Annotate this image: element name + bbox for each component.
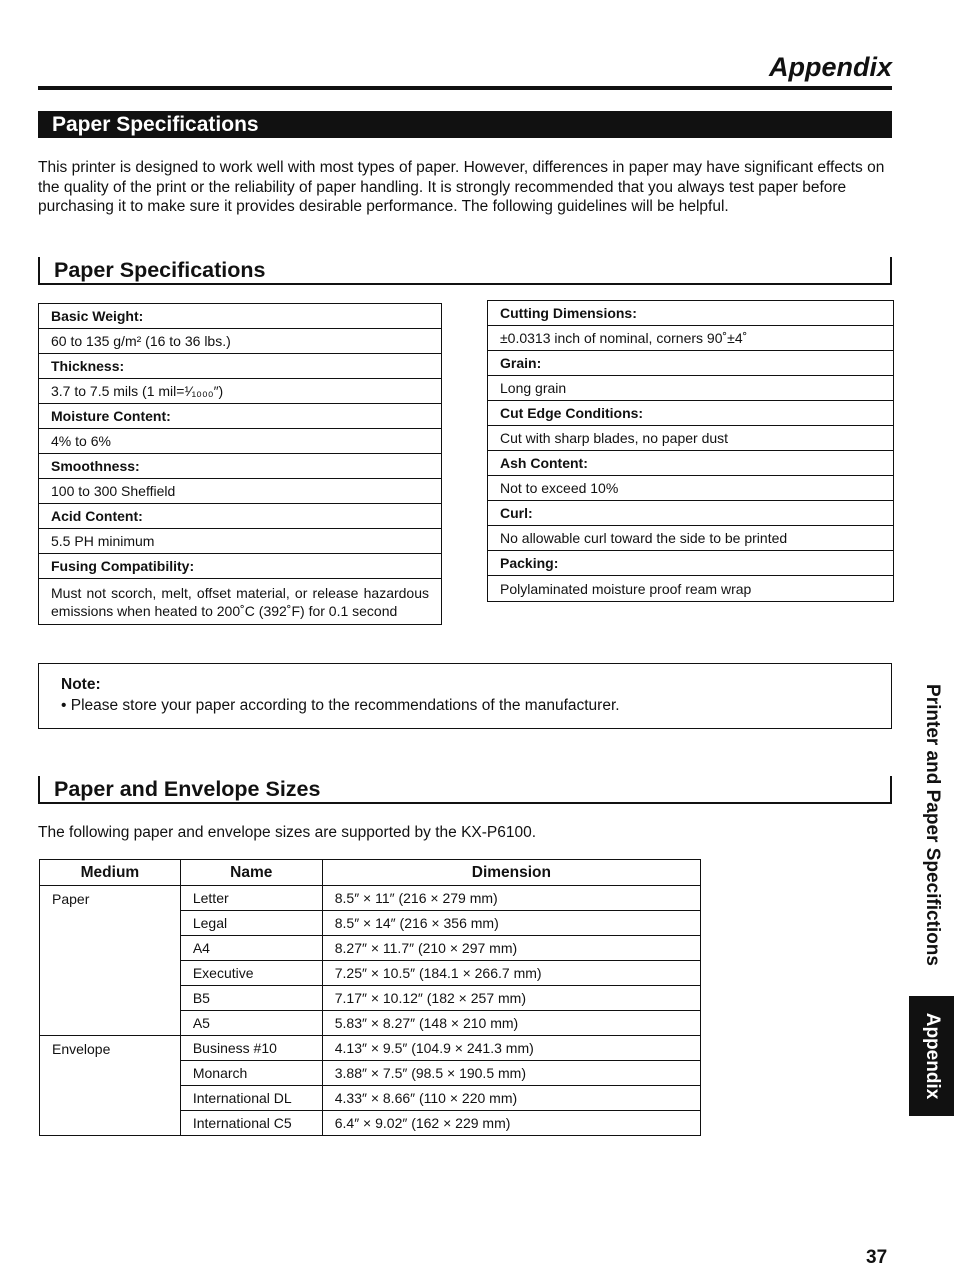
name-cell: Executive bbox=[180, 961, 322, 986]
spec-label: Fusing Compatibility: bbox=[39, 554, 441, 579]
spec-value: 3.7 to 7.5 mils (1 mil=¹⁄₁₀₀₀″) bbox=[39, 379, 441, 404]
dimension-cell: 4.33″ × 8.66″ (110 × 220 mm) bbox=[322, 1086, 700, 1111]
spec-label: Moisture Content: bbox=[39, 404, 441, 429]
spec-value: Not to exceed 10% bbox=[488, 476, 893, 501]
name-cell: B5 bbox=[180, 986, 322, 1011]
spec-value: ±0.0313 inch of nominal, corners 90˚±4˚ bbox=[488, 326, 893, 351]
spec-value: 4% to 6% bbox=[39, 429, 441, 454]
section-banner: Paper Specifications bbox=[38, 111, 892, 138]
spec-value: Must not scorch, melt, offset material, or release hazardous emissions when heated to 200˚C (392˚F) for 0.1 second bbox=[51, 585, 429, 619]
note-item: • Please store your paper according to the recommendations of the manufacturer. bbox=[61, 697, 620, 714]
spec-label: Cutting Dimensions: bbox=[488, 301, 893, 326]
dimension-cell: 7.17″ × 10.12″ (182 × 257 mm) bbox=[322, 986, 700, 1011]
spec-label: Packing: bbox=[488, 551, 893, 576]
name-cell: Legal bbox=[180, 911, 322, 936]
spec-label: Smoothness: bbox=[39, 454, 441, 479]
header-medium: Medium bbox=[40, 860, 181, 886]
name-cell: Monarch bbox=[180, 1061, 322, 1086]
medium-cell: Paper bbox=[40, 886, 181, 1036]
spec-value: 5.5 PH minimum bbox=[39, 529, 441, 554]
side-tab-printer-and-paper-label: Printer and Paper Specifictions bbox=[921, 684, 943, 966]
side-tab-appendix-label: Appendix bbox=[921, 1012, 943, 1100]
name-cell: A4 bbox=[180, 936, 322, 961]
dimension-cell: 4.13″ × 9.5″ (104.9 × 241.3 mm) bbox=[322, 1036, 700, 1061]
intro-paragraph: This printer is designed to work well with most types of paper. However, differences in paper may have significant effects on the quality of the print or the reliability of paper handling. It is strongly recommended that you always test paper before purchasing it to make sure it provides desirable performance. The following guidelines will be helpful. bbox=[38, 159, 885, 215]
page-number: 37 bbox=[866, 1247, 888, 1268]
spec-label: Curl: bbox=[488, 501, 893, 526]
sizes-intro: The following paper and envelope sizes are supported by the KX-P6100. bbox=[38, 824, 537, 841]
page-header-title: Appendix bbox=[768, 52, 892, 82]
note-box bbox=[38, 663, 892, 729]
spec-value: Long grain bbox=[488, 376, 893, 401]
sizes-section-heading bbox=[38, 776, 892, 804]
dimension-cell: 6.4″ × 9.02″ (162 × 229 mm) bbox=[322, 1111, 700, 1136]
note-title: Note: bbox=[61, 676, 101, 693]
side-tab-appendix[interactable] bbox=[909, 996, 954, 1116]
name-cell: A5 bbox=[180, 1011, 322, 1036]
dimension-cell: 8.5″ × 14″ (216 × 356 mm) bbox=[322, 911, 700, 936]
sizes-section-heading-text: Paper and Envelope Sizes bbox=[54, 777, 321, 801]
name-cell: International DL bbox=[180, 1086, 322, 1111]
table-row bbox=[40, 886, 701, 911]
spec-value: 60 to 135 g/m² (16 to 36 lbs.) bbox=[39, 329, 441, 354]
specs-right-table bbox=[487, 300, 894, 602]
specs-section-heading bbox=[38, 257, 892, 285]
header-name: Name bbox=[180, 860, 322, 886]
table-row bbox=[40, 1036, 701, 1061]
dimension-cell: 7.25″ × 10.5″ (184.1 × 266.7 mm) bbox=[322, 961, 700, 986]
medium-cell: Envelope bbox=[40, 1036, 181, 1136]
dimension-cell: 3.88″ × 7.5″ (98.5 × 190.5 mm) bbox=[322, 1061, 700, 1086]
dimension-cell: 8.27″ × 11.7″ (210 × 297 mm) bbox=[322, 936, 700, 961]
spec-label: Grain: bbox=[488, 351, 893, 376]
specs-left-table bbox=[38, 303, 442, 625]
header-rule bbox=[38, 86, 892, 90]
sizes-table bbox=[39, 859, 701, 1136]
spec-value: No allowable curl toward the side to be printed bbox=[488, 526, 893, 551]
note-item-text: Please store your paper according to the recommendations of the manufacturer. bbox=[70, 697, 620, 714]
spec-label: Ash Content: bbox=[488, 451, 893, 476]
dimension-cell: 5.83″ × 8.27″ (148 × 210 mm) bbox=[322, 1011, 700, 1036]
spec-label: Basic Weight: bbox=[39, 304, 441, 329]
specs-section-heading-text: Paper Specifications bbox=[54, 258, 266, 282]
name-cell: Letter bbox=[180, 886, 322, 911]
header-dimension: Dimension bbox=[322, 860, 700, 886]
side-tab-printer-and-paper[interactable] bbox=[909, 670, 954, 980]
spec-value: Cut with sharp blades, no paper dust bbox=[488, 426, 893, 451]
spec-label: Thickness: bbox=[39, 354, 441, 379]
name-cell: Business #10 bbox=[180, 1036, 322, 1061]
dimension-cell: 8.5″ × 11″ (216 × 279 mm) bbox=[322, 886, 700, 911]
spec-value: Polylaminated moisture proof ream wrap bbox=[500, 580, 752, 597]
spec-label: Cut Edge Conditions: bbox=[488, 401, 893, 426]
name-cell: International C5 bbox=[180, 1111, 322, 1136]
spec-value: 100 to 300 Sheffield bbox=[39, 479, 441, 504]
sizes-table-header-row bbox=[40, 860, 701, 886]
spec-label: Acid Content: bbox=[39, 504, 441, 529]
